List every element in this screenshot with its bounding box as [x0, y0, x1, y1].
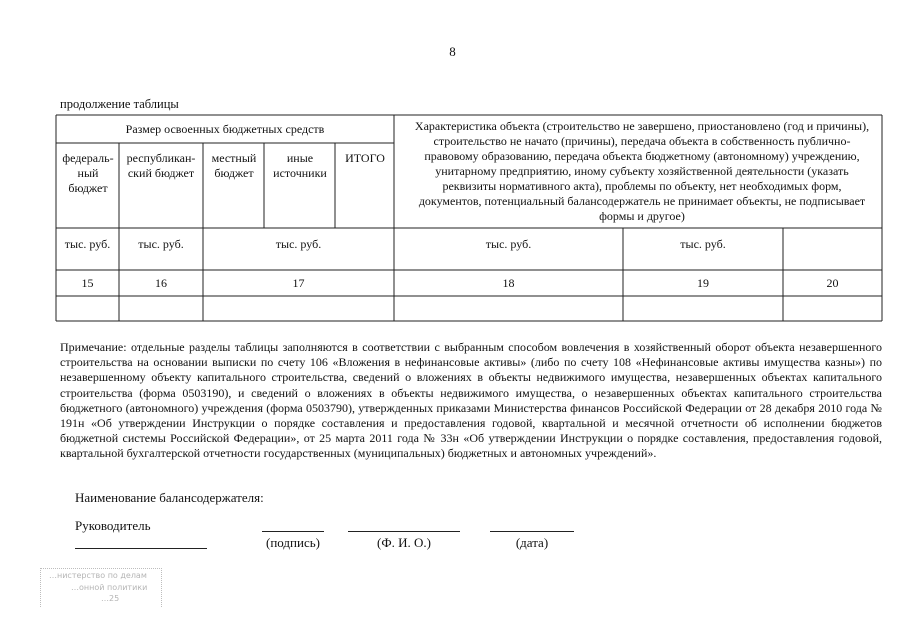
unit-cell: тыс. руб.	[138, 237, 184, 251]
column-number: 17	[292, 276, 305, 290]
signature-caption: (подпись)	[266, 535, 320, 550]
unit-cell: тыс. руб.	[64, 237, 111, 251]
stamp-text: …25	[101, 594, 120, 603]
column-number: 15	[81, 276, 94, 290]
balance-holder-label: Наименование балансодержателя:	[75, 490, 264, 505]
signature-line	[262, 531, 324, 532]
column-header-republican: республикан-ский бюджет	[126, 151, 196, 180]
column-number: 16	[155, 276, 167, 290]
stamp-text: …нистерство по делам	[49, 571, 147, 580]
head-line	[75, 548, 207, 549]
column-header-total: ИТОГО	[345, 151, 385, 165]
date-caption: (дата)	[515, 535, 549, 550]
unit-cell: тыс. руб.	[275, 237, 322, 251]
date-line	[490, 531, 574, 532]
unit-cell: тыс. руб.	[680, 237, 726, 251]
head-label: Руководитель	[75, 518, 151, 533]
note-paragraph: Примечание: отдельные разделы таблицы заполняются в соответствии с выбранным способом вовлечения в хозяйственный оборот объекта незавершенного строительства на основании выписки по счету 106 «Вложения в нефинансовые активы» (либо по счету 108 «Нефинансовые активы имущества казны») по незавершенному объекту капитального строительства, сведений о вложениях в объекты недвижимого имущества, незавершенных объектах капитального строительства (форма 0503190), и сведений о вложениях в объекты недвижимого имущества, о незавершенных объектах капитального строительства бюджетного (автономного) учреждения (форма 0503790), утвержденных приказами Министерства финансов Российской Федерации от 28 декабря 2010 года № 191н «Об утверждении Инструкции о порядке составления и предоставления годовой, квартальной и месячной отчетности об исполнении бюджетов бюджетной системы Российской Федерации», от 25 марта 2011 года № 33н «Об утверждении Инструкции о порядке составления, предоставления годовой, квартальной бухгалтерской отчетности государственных (муниципальных) бюджетных и автономных учреждений».	[60, 340, 882, 461]
column-header-federal: федераль-ный бюджет	[62, 151, 114, 195]
continuation-label: продолжение таблицы	[60, 97, 179, 111]
column-number: 19	[697, 276, 709, 290]
column-header-local: местный бюджет	[211, 151, 257, 180]
group-header-characteristics: Характеристика объекта (строительство не завершено, приостановлено (год и причины), строительство не начато (причины), передача объекта в собственность публично-правовому образованию, передача объекта бюджетному (автономному) учреждению, унитарному предприятию, иному субъекту хозяйственной деятельности (указать реквизиты нормативного акта), проблемы по объекту, нет необходимых форм, документов, потенциальный балансодержатель не принимает объекты, не подписывает формы и другое)	[414, 119, 870, 223]
stamp	[40, 568, 162, 607]
name-line	[348, 531, 460, 532]
column-number: 18	[502, 276, 515, 290]
column-number: 20	[826, 276, 839, 290]
unit-cell: тыс. руб.	[485, 237, 532, 251]
name-caption: (Ф. И. О.)	[377, 535, 431, 550]
stamp-text: …онной политики	[71, 583, 148, 592]
page-number: 8	[449, 44, 456, 59]
group-header-budget: Размер освоенных бюджетных средств	[125, 122, 325, 136]
column-header-other: иные источники	[273, 151, 327, 180]
